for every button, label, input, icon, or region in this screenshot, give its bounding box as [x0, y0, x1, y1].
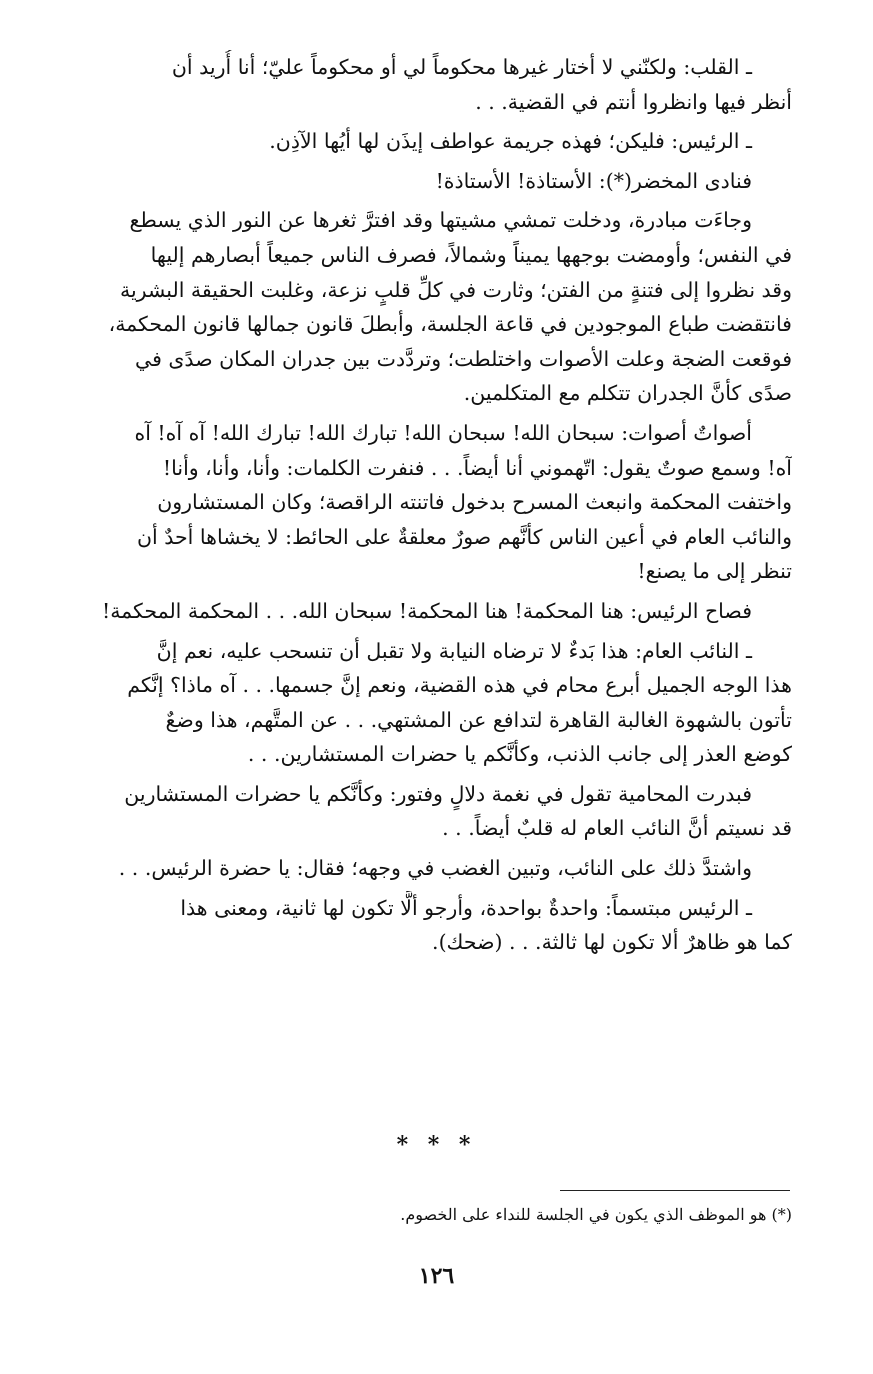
paragraph	[44, 124, 792, 159]
text-line: آه! وسمع صوتٌ يقول: اتّهموني أنا أيضاً. . . فنفرت الكلمات: وأنا، وأنا، وأنا!	[162, 455, 792, 480]
paragraph	[44, 416, 792, 589]
paragraph	[44, 851, 792, 886]
text-line: واشتدَّ ذلك على النائب، وتبين الغضب في وجهه؛ فقال: يا حضرة الرئيس. . .	[118, 856, 752, 881]
text-line: فصاح الرئيس: هنا المحكمة! هنا المحكمة! سبحان الله. . . المحكمة المحكمة!	[101, 598, 752, 623]
footnote-divider	[560, 1190, 790, 1191]
text-line: فبدرت المحامية تقول في نغمة دلالٍ وفتور: وكأنَّكم يا حضرات المستشارين	[124, 781, 752, 806]
text-line: تنظر إلى ما يصنع!	[637, 559, 792, 584]
text-line: فوقعت الضجة وعلت الأصوات واختلطت؛ وتردَّدت بين جدران المكان صدًى في	[134, 346, 792, 371]
text-line: قد نسيتم أنَّ النائب العام له قلبٌ أيضاً. . .	[442, 816, 792, 841]
footnote: (*) هو الموظف الذي يكون في الجلسة للنداء على الخصوم.	[400, 1205, 792, 1224]
text-line: وجاءَت مبادرة، ودخلت تمشي مشيتها وقد افترَّ ثغرها عن النور الذي يسطع	[129, 208, 752, 233]
section-separator: * * *	[396, 1132, 477, 1158]
paragraph	[44, 634, 792, 772]
text-line: كوضع العذر إلى جانب الذنب، وكأنَّكم يا حضرات المستشارين. . .	[247, 742, 792, 767]
text-line: تأتون بالشهوة الغالبة القاهرة لتدافع عن المشتهي. . . عن المتَّهم، هذا وضعٌ	[165, 707, 792, 732]
page-number: ١٢٦	[418, 1263, 455, 1289]
paragraph	[44, 164, 792, 199]
text-line: واختفت المحكمة وانبعث المسرح بدخول فاتنته الراقصة؛ وكان المستشارون	[157, 490, 792, 515]
text-line: صدًى كأنَّ الجدران تتكلم مع المتكلمين.	[463, 381, 792, 406]
body-text	[44, 50, 792, 965]
paragraph	[44, 891, 792, 960]
text-line: وقد نظروا إلى فتنةٍ من الفتن؛ وثارت في كلِّ قلبٍ نزعة، وغلبت الحقيقة البشرية	[119, 277, 792, 302]
paragraph	[44, 203, 792, 411]
paragraph	[44, 777, 792, 846]
text-line: هذا الوجه الجميل أبرع محام في هذه القضية، ونعم إنَّ جسمها. . . آه ماذا؟ إنَّكم	[127, 673, 792, 698]
text-line: ـ الرئيس مبتسماً: واحدةٌ بواحدة، وأرجو ألَّا تكون لها ثانية، ومعنى هذا	[180, 895, 752, 920]
text-line: فانتقضت طباع الموجودين في قاعة الجلسة، وأبطلَ قانون جمالها قانون المحكمة،	[108, 312, 792, 337]
text-line: كما هو ظاهرٌ ألا تكون لها ثالثة. . . (ضحك).	[432, 930, 792, 955]
text-line: والنائب العام في أعين الناس كأنَّهم صورٌ معلقةٌ على الحائط: لا يخشاها أحدٌ أن	[136, 524, 792, 549]
text-line: أنظر فيها وانظروا أنتم في القضية. . .	[475, 89, 792, 114]
text-line: ـ الرئيس: فليكن؛ فهذه جريمة عواطف إيذَن لها أيُها الآذِن.	[269, 129, 752, 154]
paragraph	[44, 594, 792, 629]
text-line: فنادى المخضر(*): الأستاذة! الأستاذة!	[435, 168, 752, 193]
text-line: في النفس؛ وأومضت بوجهها يميناً وشمالاً، فصرف الناس جميعاً أبصارهم إليها	[150, 242, 792, 267]
paragraph	[44, 50, 792, 119]
text-line: ـ النائب العام: هذا بَدءٌ لا ترضاه النيابة ولا تقبل أن تنسحب عليه، نعم إنَّ	[156, 638, 752, 663]
text-line: أصواتٌ أصوات: سبحان الله! سبحان الله! تبارك الله! تبارك الله! آه آه! آه	[134, 420, 752, 445]
text-line: ـ القلب: ولكنّني لا أختار غيرها محكوماً لي أو محكوماً عليّ؛ أنا أُريد أن	[171, 55, 752, 79]
